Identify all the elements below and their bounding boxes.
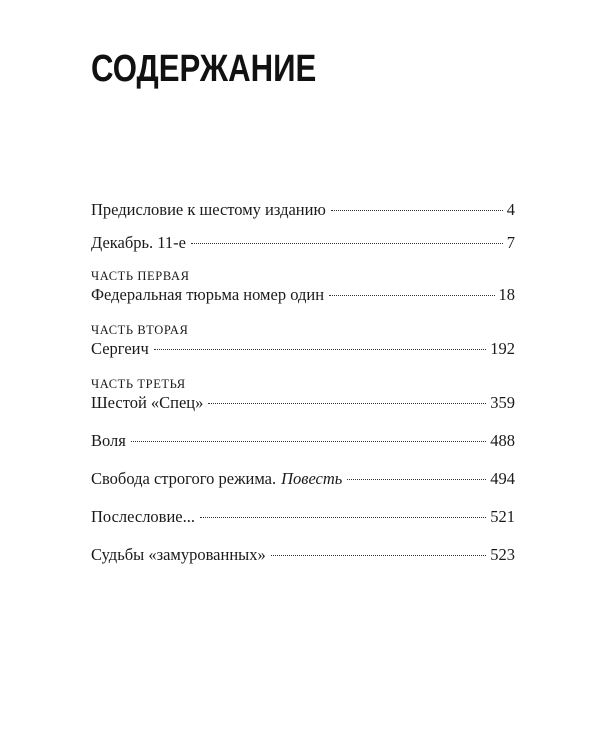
toc-entry-title: Шестой «Спец»: [91, 393, 204, 412]
toc-entry-svoboda: [91, 468, 515, 490]
page-title: СОДЕРЖАНИЕ: [91, 48, 317, 90]
part-label: ЧАСТЬ ПЕРВАЯ: [91, 269, 190, 283]
toc-entry-part-one: [91, 268, 515, 306]
toc-entry-page: 523: [490, 545, 515, 564]
toc-entry-title: Воля: [91, 431, 126, 450]
toc-entry-title: Свобода строгого режима.: [91, 469, 277, 488]
toc-entry-page: 359: [490, 393, 515, 412]
toc-entry-preface: [91, 199, 515, 221]
toc-entry-page: 7: [506, 233, 515, 252]
toc-entry-page: 488: [490, 431, 515, 450]
toc-entry-title: Предисловие к шестому изданию: [91, 200, 326, 219]
dot-leader: [200, 517, 486, 518]
toc-entry-page: 4: [506, 200, 515, 219]
dot-leader: [347, 479, 486, 480]
toc-entry-page: 494: [490, 469, 515, 488]
toc-entry-title: Федеральная тюрьма номер один: [91, 285, 325, 304]
toc-entry-afterword: [91, 506, 515, 528]
dot-leader: [154, 349, 486, 350]
toc-entry-title: Сергеич: [91, 339, 149, 358]
dot-leader: [131, 441, 486, 442]
toc-entry-page: 18: [498, 285, 515, 304]
dot-leader: [208, 403, 486, 404]
toc-entry-december: [91, 232, 515, 254]
dot-leader: [329, 295, 494, 296]
toc-entry-page: 192: [490, 339, 515, 358]
toc-entry-part-three: [91, 376, 515, 414]
table-of-contents: [91, 199, 515, 566]
part-label: ЧАСТЬ ТРЕТЬЯ: [91, 377, 186, 391]
dot-leader: [191, 243, 503, 244]
toc-entry-part-two: [91, 322, 515, 360]
toc-entry-volya: [91, 430, 515, 452]
dot-leader: [271, 555, 486, 556]
toc-entry-fates: [91, 544, 515, 566]
part-label: ЧАСТЬ ВТОРАЯ: [91, 323, 189, 337]
dot-leader: [331, 210, 503, 211]
toc-entry-subtitle: Повесть: [281, 469, 343, 488]
toc-entry-page: 521: [490, 507, 515, 526]
toc-entry-title: Декабрь. 11-е: [91, 233, 186, 252]
toc-entry-title: Судьбы «замурованных»: [91, 545, 266, 564]
toc-entry-title: Послесловие...: [91, 507, 195, 526]
